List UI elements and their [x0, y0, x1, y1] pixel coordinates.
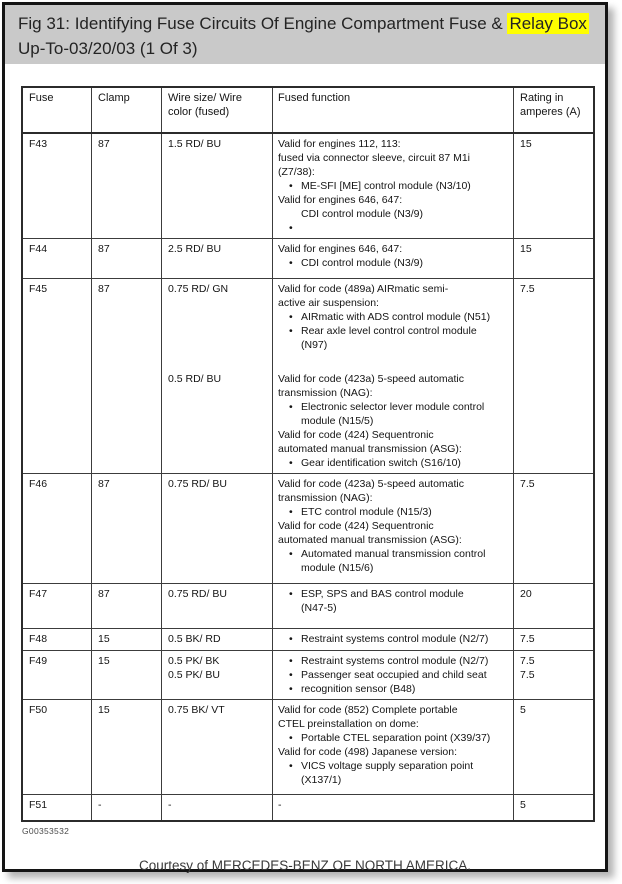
fuse-cell: F49 — [23, 651, 92, 699]
function-bullet-line: • recognition sensor (B48) — [278, 682, 507, 696]
rating-cell — [514, 239, 593, 278]
function-text-line: CTEL preinstallation on dome: — [278, 718, 419, 730]
fuse-cell: F50 — [23, 700, 92, 794]
clamp-cell: 15 — [92, 629, 162, 650]
fuse-cell: F45 — [23, 279, 92, 473]
figure-id: G00353532 — [22, 826, 70, 836]
function-bullet-line: • Electronic selector lever module control — [278, 400, 507, 414]
clamp-cell: 87 — [92, 584, 162, 628]
header-cell-fuse: Fuse — [23, 88, 92, 132]
function-bullet-line: • Passenger seat occupied and child seat — [278, 668, 507, 682]
clamp-cell: - — [92, 795, 162, 820]
function-text-line: transmission (NAG): — [278, 492, 373, 504]
rating-value: 7.5 — [520, 655, 535, 667]
table-header-row — [23, 88, 593, 134]
wire-value: - — [168, 799, 172, 811]
rating-cell — [514, 474, 593, 583]
courtesy-note: Courtesy of MERCEDES-BENZ OF NORTH AMERICA. — [138, 858, 472, 873]
row-section — [162, 651, 513, 699]
function-cell — [272, 700, 513, 794]
document-sheet — [2, 2, 608, 872]
wire-cell — [162, 651, 272, 699]
function-text-line: - — [278, 799, 282, 811]
clamp-cell: 87 — [92, 474, 162, 583]
rating-value: 15 — [520, 138, 532, 150]
table-row — [23, 279, 593, 474]
function-cell — [272, 134, 513, 238]
function-bullet-line: • Portable CTEL separation point (X39/37) — [278, 731, 507, 745]
row-section — [162, 474, 513, 583]
table-row — [23, 584, 593, 629]
header-section — [162, 88, 513, 132]
function-text-line: module (N15/5) — [301, 415, 374, 427]
rating-value: 5 — [520, 799, 526, 811]
fuse-cell: F48 — [23, 629, 92, 650]
wire-value: 0.75 RD/ GN — [168, 283, 229, 295]
wire-cell — [162, 134, 272, 238]
wire-function-area — [162, 279, 514, 473]
function-bullet-line: • AIRmatic with ADS control module (N51) — [278, 310, 507, 324]
clamp-cell: 15 — [92, 651, 162, 699]
rating-cell — [514, 134, 593, 238]
function-text-line: module (N15/6) — [301, 562, 374, 574]
rating-cell — [514, 795, 593, 820]
row-section — [162, 134, 513, 238]
table-body — [23, 134, 593, 820]
function-cell — [272, 279, 513, 355]
header-wire-function-area — [162, 88, 514, 132]
function-text-line: Valid for code (424) Sequentronic — [278, 520, 434, 532]
wire-function-area — [162, 795, 514, 820]
row-section — [162, 795, 513, 820]
function-bullet-line: • Gear identification switch (S16/10) — [278, 456, 507, 470]
fuse-cell: F44 — [23, 239, 92, 278]
title-prefix: Fig 31: Identifying Fuse Circuits Of Engine Compartment Fuse & — [18, 14, 508, 33]
function-text-line: Valid for code (489a) AIRmatic semi- — [278, 283, 449, 295]
figure-title — [5, 5, 605, 64]
function-bullet-line: • ETC control module (N15/3) — [278, 505, 507, 519]
function-text-line: Valid for code (423a) 5-speed automatic — [278, 373, 464, 385]
fuse-table — [21, 86, 595, 822]
row-section — [162, 369, 513, 473]
wire-cell — [162, 279, 272, 355]
title-suffix: Up-To-03/20/03 (1 Of 3) — [18, 39, 198, 58]
title-highlight: Relay Box — [509, 14, 587, 33]
rating-value: 7.5 — [520, 283, 535, 295]
function-text-line: (N97) — [301, 339, 328, 351]
row-section — [162, 584, 513, 628]
function-text-line: (Z7/38): — [278, 166, 315, 178]
table-row — [23, 700, 593, 795]
clamp-cell: 87 — [92, 239, 162, 278]
header-cell-wire: Wire size/ Wire color (fused) — [168, 92, 242, 118]
rating-value: 7.5 — [520, 669, 535, 681]
wire-cell — [162, 584, 272, 628]
function-bullet-line: • ESP, SPS and BAS control module — [278, 587, 507, 601]
fuse-cell: F51 — [23, 795, 92, 820]
wire-function-area — [162, 700, 514, 794]
rating-value: 7.5 — [520, 478, 535, 490]
function-bullet-line: • VICS voltage supply separation point — [278, 759, 507, 773]
table-row — [23, 474, 593, 584]
function-text-line: automated manual transmission (ASG): — [278, 534, 462, 546]
function-text-line: (X137/1) — [301, 774, 342, 786]
table-row — [23, 795, 593, 820]
function-bullet-line: • Automated manual transmission control — [278, 547, 507, 561]
wire-value: 0.5 PK/ BK — [168, 655, 220, 667]
function-bullet-line — [278, 221, 507, 235]
wire-function-area — [162, 239, 514, 278]
wire-function-area — [162, 629, 514, 650]
wire-cell — [162, 369, 272, 473]
function-text-line: Valid for engines 112, 113: — [278, 138, 401, 150]
wire-cell — [162, 239, 272, 278]
wire-value: 0.5 BK/ RD — [168, 633, 221, 645]
rating-value: 7.5 — [520, 633, 535, 645]
function-cell — [272, 474, 513, 583]
table-row — [23, 239, 593, 279]
wire-value: 0.75 BK/ VT — [168, 704, 225, 716]
wire-cell — [162, 474, 272, 583]
clamp-cell: 87 — [92, 279, 162, 473]
function-text-line: automated manual transmission (ASG): — [278, 443, 462, 455]
wire-function-area — [162, 584, 514, 628]
wire-value: 0.5 PK/ BU — [168, 669, 220, 681]
function-text-line: Valid for code (423a) 5-speed automatic — [278, 478, 464, 490]
function-cell — [272, 795, 513, 820]
function-text-line: fused via connector sleeve, circuit 87 M1i — [278, 152, 471, 164]
clamp-cell: 15 — [92, 700, 162, 794]
function-text-line: (N47-5) — [301, 602, 337, 614]
row-section — [162, 279, 513, 355]
row-section — [162, 700, 513, 794]
function-text-line: Valid for engines 646, 647: — [278, 243, 403, 255]
fuse-cell: F46 — [23, 474, 92, 583]
rating-value: 20 — [520, 588, 532, 600]
wire-value: 2.5 RD/ BU — [168, 243, 222, 255]
rating-value: 5 — [520, 704, 526, 716]
function-cell — [272, 239, 513, 278]
wire-function-area — [162, 474, 514, 583]
function-text-line: Valid for code (852) Complete portable — [278, 704, 458, 716]
function-bullet-line: • Rear axle level control control module — [278, 324, 507, 338]
header-cell-rating: Rating in amperes (A) — [520, 92, 581, 118]
wire-value: 0.5 RD/ BU — [168, 373, 222, 385]
function-cell — [272, 584, 513, 628]
wire-value: 0.75 RD/ BU — [168, 478, 227, 490]
rating-cell — [514, 700, 593, 794]
wire-cell — [162, 629, 272, 650]
wire-value: 1.5 RD/ BU — [168, 138, 222, 150]
function-text-line: transmission (NAG): — [278, 387, 373, 399]
function-text-line: CDI control module (N3/9) — [301, 208, 423, 220]
rating-cell — [514, 651, 593, 699]
clamp-cell: 87 — [92, 134, 162, 238]
rating-cell — [514, 584, 593, 628]
wire-value: 0.75 RD/ BU — [168, 588, 227, 600]
fuse-cell: F47 — [23, 584, 92, 628]
function-text-line: active air suspension: — [278, 297, 379, 309]
table-row — [23, 134, 593, 239]
function-bullet-line: • CDI control module (N3/9) — [278, 256, 507, 270]
rating-cell — [514, 629, 593, 650]
wire-function-area — [162, 651, 514, 699]
function-bullet-line: • ME-SFI [ME] control module (N3/10) — [278, 179, 507, 193]
row-section — [162, 239, 513, 278]
function-bullet-line: • Restraint systems control module (N2/7) — [278, 632, 507, 646]
row-section — [162, 629, 513, 650]
rating-value: 15 — [520, 243, 532, 255]
wire-cell — [162, 795, 272, 820]
header-cell-function: Fused function — [278, 92, 351, 104]
function-cell — [272, 651, 513, 699]
fuse-cell: F43 — [23, 134, 92, 238]
rating-cell — [514, 279, 593, 473]
function-bullet-line: • Restraint systems control module (N2/7) — [278, 654, 507, 668]
table-row — [23, 651, 593, 700]
table-row — [23, 629, 593, 651]
function-text-line: Valid for code (424) Sequentronic — [278, 429, 434, 441]
function-text-line: Valid for code (498) Japanese version: — [278, 746, 457, 758]
wire-function-area — [162, 134, 514, 238]
function-cell — [272, 629, 513, 650]
function-text-line: Valid for engines 646, 647: — [278, 194, 403, 206]
wire-cell — [162, 700, 272, 794]
header-cell-clamp: Clamp — [92, 88, 162, 132]
function-cell — [272, 369, 513, 473]
